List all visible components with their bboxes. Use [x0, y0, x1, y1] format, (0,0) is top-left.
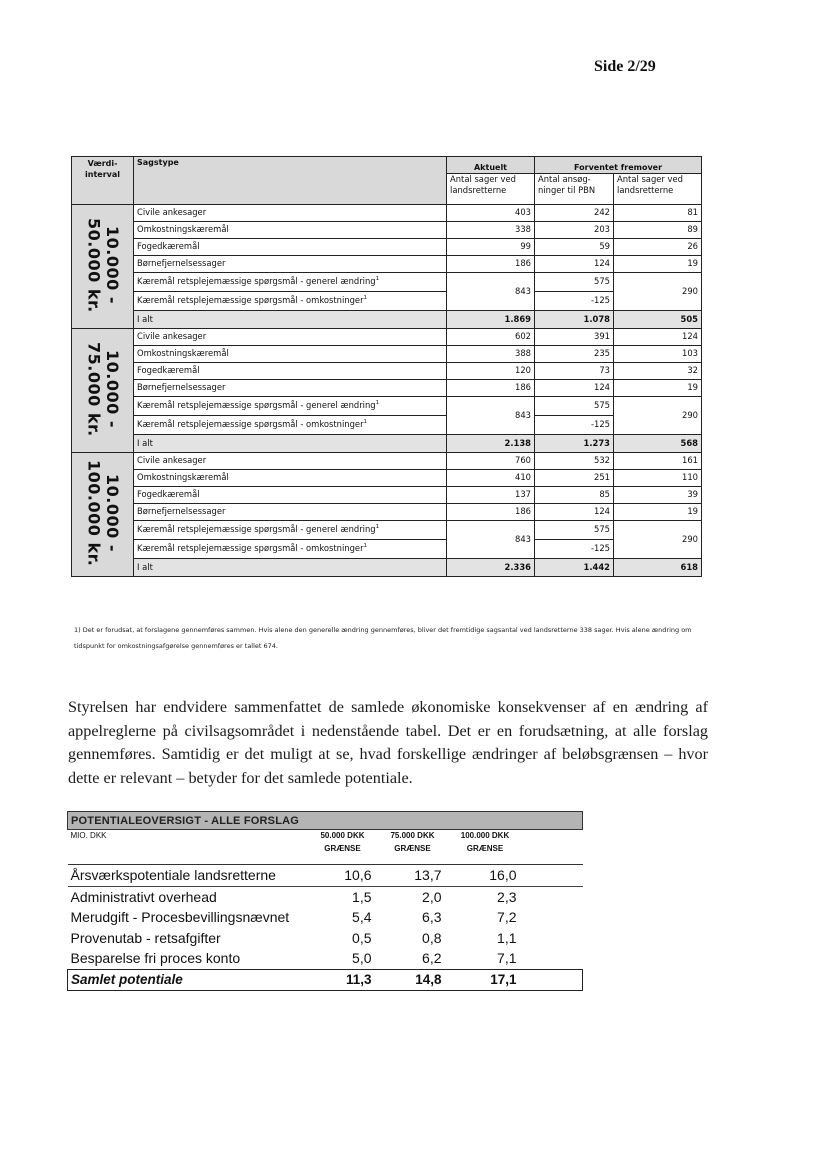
pbn-applications: 235 — [535, 346, 614, 363]
case-type: Børnefjernelsessager — [134, 504, 447, 521]
pbn-applications: 251 — [535, 470, 614, 487]
table-row — [72, 453, 702, 470]
total-row — [72, 435, 702, 453]
pbn-applications: 575 — [535, 397, 614, 416]
table-row — [72, 222, 702, 239]
pbn-applications: 85 — [535, 487, 614, 504]
table-row — [72, 487, 702, 504]
total-future: 505 — [614, 311, 702, 329]
potential-label: Årsværkspotentiale landsretterne — [68, 865, 308, 887]
case-type-split-a — [134, 521, 447, 540]
potential-total-row — [68, 969, 583, 990]
value-interval-label: 10.000 - 100.000 kr. — [84, 460, 122, 567]
total-label: I alt — [134, 559, 447, 577]
footnote-marker: 1 — [375, 400, 380, 407]
total-label: I alt — [134, 435, 447, 453]
future-cases: 110 — [614, 470, 702, 487]
value-interval-cell — [72, 453, 134, 577]
table-row — [72, 273, 702, 292]
table-row — [72, 380, 702, 397]
value-50000: 10,6 — [308, 865, 378, 887]
future-cases: 124 — [614, 329, 702, 346]
table-row — [72, 470, 702, 487]
current-cases: 338 — [447, 222, 535, 239]
future-cases: 32 — [614, 363, 702, 380]
total-current: 2.336 — [447, 559, 535, 577]
table-row — [72, 292, 702, 311]
total-pbn: 1.078 — [535, 311, 614, 329]
subheader-future-cases: Antal sager ved landsretterne — [614, 174, 702, 205]
future-cases: 19 — [614, 256, 702, 273]
case-type: Civile ankesager — [134, 453, 447, 470]
footnote-marker: 1 — [363, 295, 368, 302]
future-cases-merged: 290 — [614, 397, 702, 435]
total-current: 1.869 — [447, 311, 535, 329]
potential-row — [68, 865, 583, 887]
case-type-split-b — [134, 416, 447, 435]
future-cases: 81 — [614, 205, 702, 222]
potential-label: Merudgift - Procesbevillingsnævnet — [70, 909, 290, 926]
case-type: Civile ankesager — [134, 329, 447, 346]
value-50000: 5,0 — [352, 950, 372, 967]
potential-label: Besparelse fri proces konto — [70, 950, 241, 967]
spacer-cell — [523, 907, 583, 928]
table-row — [72, 504, 702, 521]
current-cases: 410 — [447, 470, 535, 487]
table-footnote: 1) Det er forudsat, at forslagene gennemføres sammen. Hvis alene den generelle ændring gennemføres, bliver det fremtidige sagsantal ved landsretterne 338 sager. Hvis alene ændring om tidspunkt for omkostningsafgørelse gennemføres er tallet 674. — [74, 626, 692, 650]
total-future: 618 — [614, 559, 702, 577]
header-value-interval: Værdi- interval — [72, 157, 134, 205]
case-type: Fogedkæremål — [134, 363, 447, 380]
pbn-applications: 391 — [535, 329, 614, 346]
future-cases: 103 — [614, 346, 702, 363]
future-cases: 19 — [614, 380, 702, 397]
case-type-text: Kæremål retsplejemæssige spørgsmål - omkostninger — [137, 419, 364, 430]
current-cases: 602 — [447, 329, 535, 346]
current-cases: 137 — [447, 487, 535, 504]
case-type: Civile ankesager — [134, 205, 447, 222]
pbn-applications: 575 — [535, 273, 614, 292]
current-cases-merged: 843 — [447, 397, 535, 435]
case-volume-table — [71, 156, 702, 577]
total-75000: 14,8 — [378, 969, 448, 990]
case-type-split-b — [134, 292, 447, 311]
current-cases: 186 — [447, 504, 535, 521]
case-type-split-a — [134, 397, 447, 416]
current-cases-merged: 843 — [447, 273, 535, 311]
potential-overview-table — [67, 811, 583, 991]
current-cases: 760 — [447, 453, 535, 470]
col-100000-limit: 100.000 DKK GRÆNSE — [448, 830, 523, 865]
footnote-marker: 1 — [363, 419, 368, 426]
value-50000: 0,5 — [352, 929, 372, 946]
header-case-type: Sagstype — [134, 157, 447, 205]
value-50000: 1,5 — [352, 888, 372, 905]
current-cases: 99 — [447, 239, 535, 256]
value-100000: 7,2 — [497, 909, 517, 926]
header-current: Aktuelt — [447, 157, 535, 174]
unit-label: MIO. DKK — [68, 830, 308, 865]
potential-row — [68, 907, 583, 928]
footnote-marker: 1 — [375, 524, 380, 531]
future-cases-merged: 290 — [614, 521, 702, 559]
header-expected: Forventet fremover — [535, 157, 702, 174]
future-cases: 89 — [614, 222, 702, 239]
case-type-text: Kæremål retsplejemæssige spørgsmål - generel ændring — [137, 524, 376, 535]
total-label: I alt — [134, 311, 447, 329]
case-type-text: Kæremål retsplejemæssige spørgsmål - omkostninger — [137, 295, 364, 306]
spacer-cell — [523, 928, 583, 949]
pbn-applications: 203 — [535, 222, 614, 239]
col-75000-limit: 75.000 DKK GRÆNSE — [378, 830, 448, 865]
pbn-applications: -125 — [535, 292, 614, 311]
total-50000: 11,3 — [308, 969, 378, 990]
case-type-split-a — [134, 273, 447, 292]
case-type: Børnefjernelsessager — [134, 256, 447, 273]
pbn-applications: 59 — [535, 239, 614, 256]
case-type-text: Kæremål retsplejemæssige spørgsmål - generel ændring — [137, 276, 376, 287]
footnote-marker: 1 — [375, 276, 380, 283]
potential-label: Administrativt overhead — [70, 888, 217, 905]
col-50000-limit: 50.000 DKK GRÆNSE — [308, 830, 378, 865]
pbn-applications: 124 — [535, 256, 614, 273]
subheader-current-cases: Antal sager ved landsretterne — [447, 174, 535, 205]
case-type-split-b — [134, 540, 447, 559]
current-cases: 388 — [447, 346, 535, 363]
total-future: 568 — [614, 435, 702, 453]
potential-label: Provenutab - retsafgifter — [70, 929, 221, 946]
case-type-text: Kæremål retsplejemæssige spørgsmål - omkostninger — [137, 543, 364, 554]
case-type: Omkostningskæremål — [134, 222, 447, 239]
value-interval-label: 10.000 - 75.000 kr. — [84, 342, 122, 437]
spacer-cell — [523, 969, 583, 990]
spacer-cell — [523, 865, 583, 887]
table-row — [72, 540, 702, 559]
table-row — [72, 363, 702, 380]
pbn-applications: 124 — [535, 504, 614, 521]
total-100000: 17,1 — [448, 969, 523, 990]
summary-paragraph: Styrelsen har endvidere sammenfattet de samlede økonomiske konsekvenser af en ændring af appelreglerne på civilsagsområdet i nedenstående tabel. Det er en forudsætning, at alle forslag gennemføres. Samtidig er det muligt at se, hvad forskellige ændringer af beløbsgrænsen – hvor dette er relevant – betyder for det samlede potentiale. — [68, 698, 708, 787]
pbn-applications: -125 — [535, 416, 614, 435]
case-type: Fogedkæremål — [134, 239, 447, 256]
potential-row — [68, 928, 583, 949]
total-row — [72, 311, 702, 329]
future-cases: 161 — [614, 453, 702, 470]
potential-row — [68, 886, 583, 907]
value-100000: 7,1 — [497, 950, 517, 967]
value-75000: 0,8 — [422, 929, 442, 946]
future-cases: 19 — [614, 504, 702, 521]
total-pbn: 1.442 — [535, 559, 614, 577]
total-row — [72, 559, 702, 577]
current-cases: 403 — [447, 205, 535, 222]
value-100000: 1,1 — [497, 929, 517, 946]
table-row — [72, 416, 702, 435]
value-75000: 6,2 — [422, 950, 442, 967]
table-row — [72, 397, 702, 416]
table-row — [72, 239, 702, 256]
potential-table-title: POTENTIALEOVERSIGT - ALLE FORSLAG — [68, 812, 583, 830]
spacer-cell — [523, 948, 583, 969]
value-100000: 2,3 — [497, 888, 517, 905]
potential-row — [68, 948, 583, 969]
total-potential-label: Samlet potentiale — [68, 969, 308, 990]
total-current: 2.138 — [447, 435, 535, 453]
subheader-pbn-applications: Antal ansøg-ninger til PBN — [535, 174, 614, 205]
current-cases-merged: 843 — [447, 521, 535, 559]
future-cases: 26 — [614, 239, 702, 256]
pbn-applications: 575 — [535, 521, 614, 540]
value-interval-cell — [72, 205, 134, 329]
spacer-cell — [523, 886, 583, 907]
current-cases: 120 — [447, 363, 535, 380]
future-cases: 39 — [614, 487, 702, 504]
case-type: Omkostningskæremål — [134, 346, 447, 363]
total-pbn: 1.273 — [535, 435, 614, 453]
pbn-applications: 532 — [535, 453, 614, 470]
value-interval-label: 10.000 - 50.000 kr. — [84, 218, 122, 313]
value-interval-cell — [72, 329, 134, 453]
pbn-applications: 242 — [535, 205, 614, 222]
pbn-applications: 73 — [535, 363, 614, 380]
case-type: Omkostningskæremål — [134, 470, 447, 487]
current-cases: 186 — [447, 256, 535, 273]
case-type-text: Kæremål retsplejemæssige spørgsmål - generel ændring — [137, 400, 376, 411]
value-50000: 5,4 — [352, 909, 372, 926]
current-cases: 186 — [447, 380, 535, 397]
table-row — [72, 256, 702, 273]
page-number: Side 2/29 — [594, 58, 656, 75]
footnote-marker: 1 — [363, 543, 368, 550]
value-75000: 6,3 — [422, 909, 442, 926]
value-75000: 13,7 — [378, 865, 448, 887]
case-type: Børnefjernelsessager — [134, 380, 447, 397]
table-row — [72, 521, 702, 540]
future-cases-merged: 290 — [614, 273, 702, 311]
table-row — [72, 329, 702, 346]
pbn-applications: 124 — [535, 380, 614, 397]
case-type: Fogedkæremål — [134, 487, 447, 504]
value-100000: 16,0 — [448, 865, 523, 887]
table-row — [72, 205, 702, 222]
table-row — [72, 346, 702, 363]
value-75000: 2,0 — [422, 888, 442, 905]
pbn-applications: -125 — [535, 540, 614, 559]
